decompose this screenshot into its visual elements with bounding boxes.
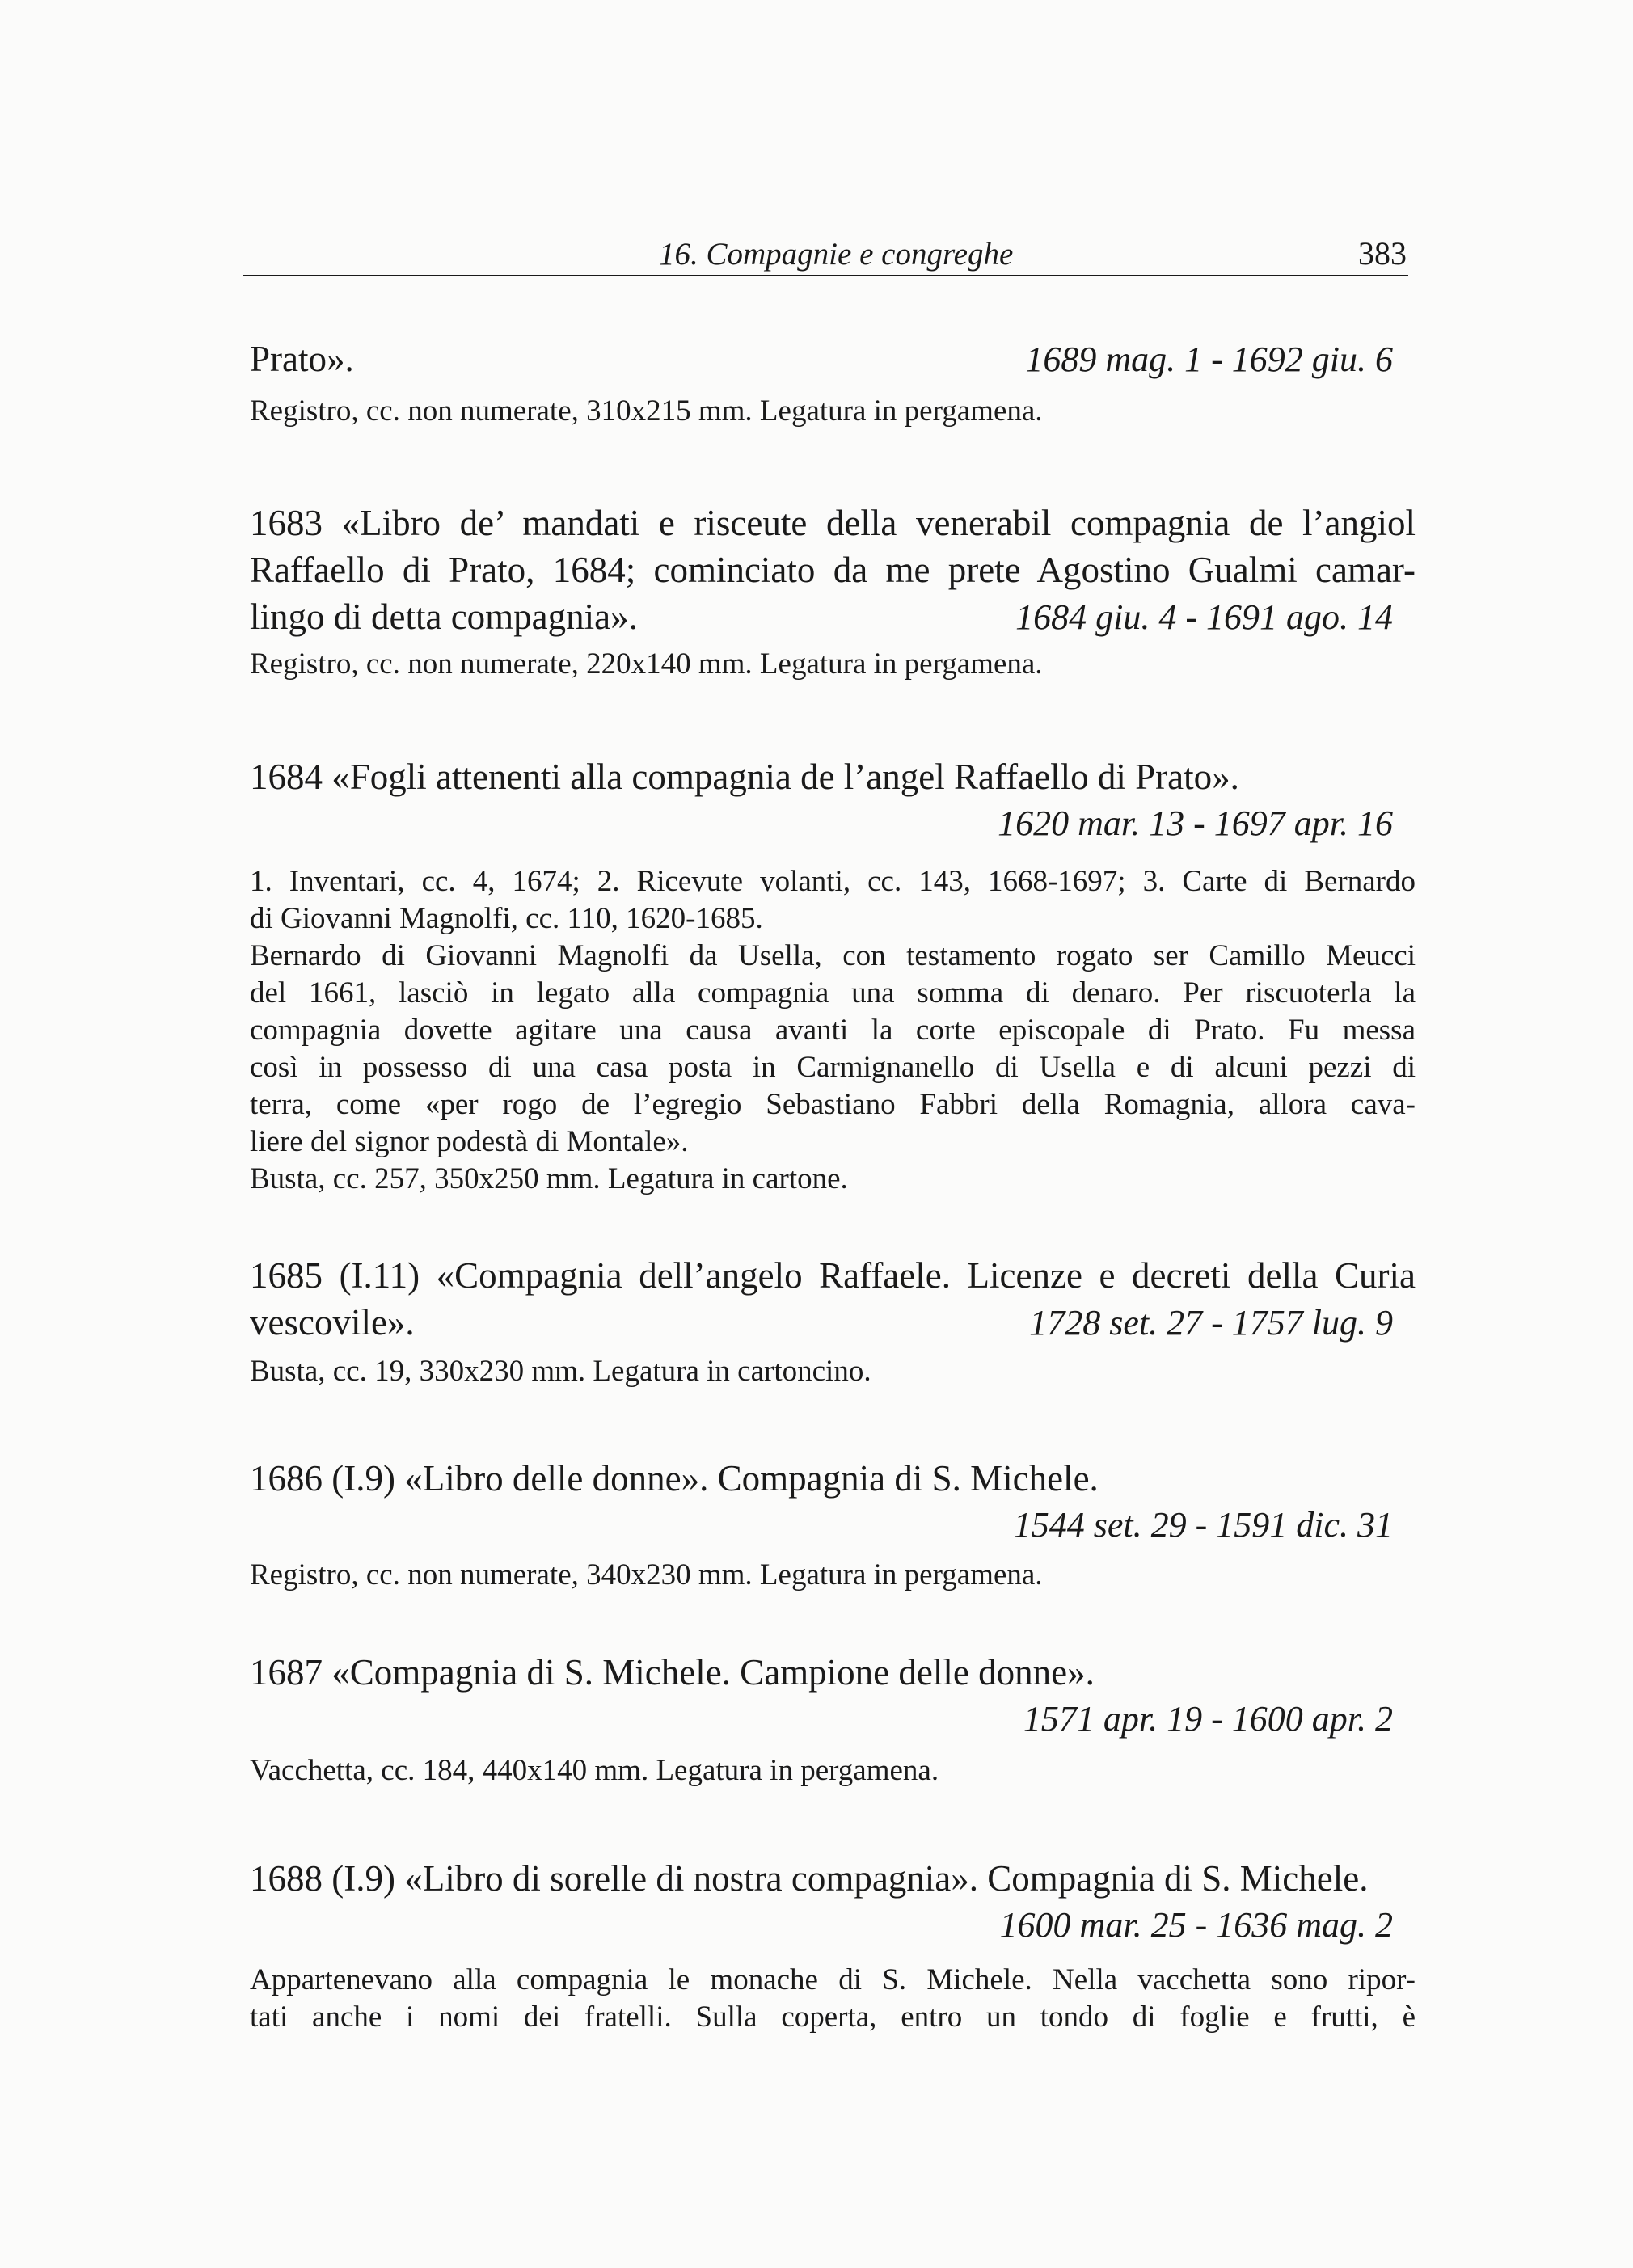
entry-date: 1684 giu. 4 - 1691 ago. 14 [1015,597,1393,637]
entry-title-line: 1686 (I.9) «Libro delle donne». Compagnia di S. Michele. [250,1458,1099,1499]
running-header [243,234,1408,276]
entry-title-row [250,335,1416,383]
entry-description-line: Bernardo di Giovanni Magnolfi da Usella, con testamento rogato ser Camillo Meucci [250,939,1416,972]
entry-date: 1728 set. 27 - 1757 lug. 9 [1029,1303,1393,1343]
entry-description-line: Registro, cc. non numerate, 310x215 mm. Legatura in pergamena. [250,394,1043,428]
entry-title-row [250,1299,1416,1347]
entry-description-line: Busta, cc. 257, 350x250 mm. Legatura in cartone. [250,1162,848,1195]
entry-date: 1620 mar. 13 - 1697 apr. 16 [998,803,1393,843]
entry-date: 1544 set. 29 - 1591 dic. 31 [1013,1505,1393,1545]
entry-description-line: terra, come «per rogo de l’egregio Sebastiano Fabbri della Romagnia, allora cava- [250,1088,1416,1121]
entry-1685 [250,1252,1416,1390]
entry-title-last-line: lingo di detta compagnia». [250,597,638,637]
entry-title-line: 1685 (I.11) «Compagnia dell’angelo Raffaele. Licenze e decreti della Curia [250,1255,1416,1296]
entry-date: 1600 mar. 25 - 1636 mag. 2 [999,1905,1393,1945]
entry-title-last-line: Prato». [250,339,354,379]
entry-title-line: 1688 (I.9) «Libro di sorelle di nostra compagnia». Compagnia di S. Michele. [250,1858,1369,1899]
entry-1683 [250,500,1416,683]
entry-description-line: Registro, cc. non numerate, 340x230 mm. Legatura in pergamena. [250,1558,1043,1591]
entry-1684 [250,753,1416,1198]
entry-1686 [250,1455,1416,1594]
entry-description-line: liere del signor podestà di Montale». [250,1125,689,1158]
entry-title-line: Raffaello di Prato, 1684; cominciato da me prete Agostino Gualmi camar- [250,550,1416,590]
entry-title-last-line: vescovile». [250,1302,415,1343]
entry-description-line: del 1661, lasciò in legato alla compagnia una somma di denaro. Per riscuoterla la [250,976,1416,1010]
entry-continuation [250,335,1416,430]
entry-description-line: Vacchetta, cc. 184, 440x140 mm. Legatura in pergamena. [250,1754,939,1787]
entry-description-line: Appartenevano alla compagnia le monache di S. Michele. Nella vacchetta sono ripor- [250,1963,1416,1996]
entry-description-line: così in possesso di una casa posta in Carmignanello di Usella e di alcuni pezzi di [250,1051,1416,1084]
entry-title-row [250,593,1416,641]
entry-description-line: 1. Inventari, cc. 4, 1674; 2. Ricevute volanti, cc. 143, 1668-1697; 3. Carte di Bernardo [250,865,1416,898]
entry-description-line: tati anche i nomi dei fratelli. Sulla coperta, entro un tondo di foglie e frutti, è [250,2000,1416,2034]
entry-1687 [250,1649,1416,1790]
entry-date: 1689 mag. 1 - 1692 giu. 6 [1025,339,1393,379]
entry-description-line: compagnia dovette agitare una causa avanti la corte episcopale di Prato. Fu messa [250,1014,1416,1047]
entry-description-line: Registro, cc. non numerate, 220x140 mm. Legatura in pergamena. [250,647,1043,681]
entry-title-line: 1683 «Libro de’ mandati e risceute della venerabil compagnia de l’angiol [250,503,1416,543]
entry-date: 1571 apr. 19 - 1600 apr. 2 [1023,1699,1393,1739]
entry-description-line: Busta, cc. 19, 330x230 mm. Legatura in cartoncino. [250,1355,871,1388]
entry-title-line: 1687 «Compagnia di S. Michele. Campione delle donne». [250,1652,1095,1693]
page-number: 383 [1358,235,1407,272]
entry-1688 [250,1855,1416,2036]
running-title: 16. Compagnie e congreghe [659,237,1014,272]
entry-title-line: 1684 «Fogli attenenti alla compagnia de l’angel Raffaello di Prato». [250,757,1239,797]
entry-description-line: di Giovanni Magnolfi, cc. 110, 1620-1685. [250,902,763,935]
